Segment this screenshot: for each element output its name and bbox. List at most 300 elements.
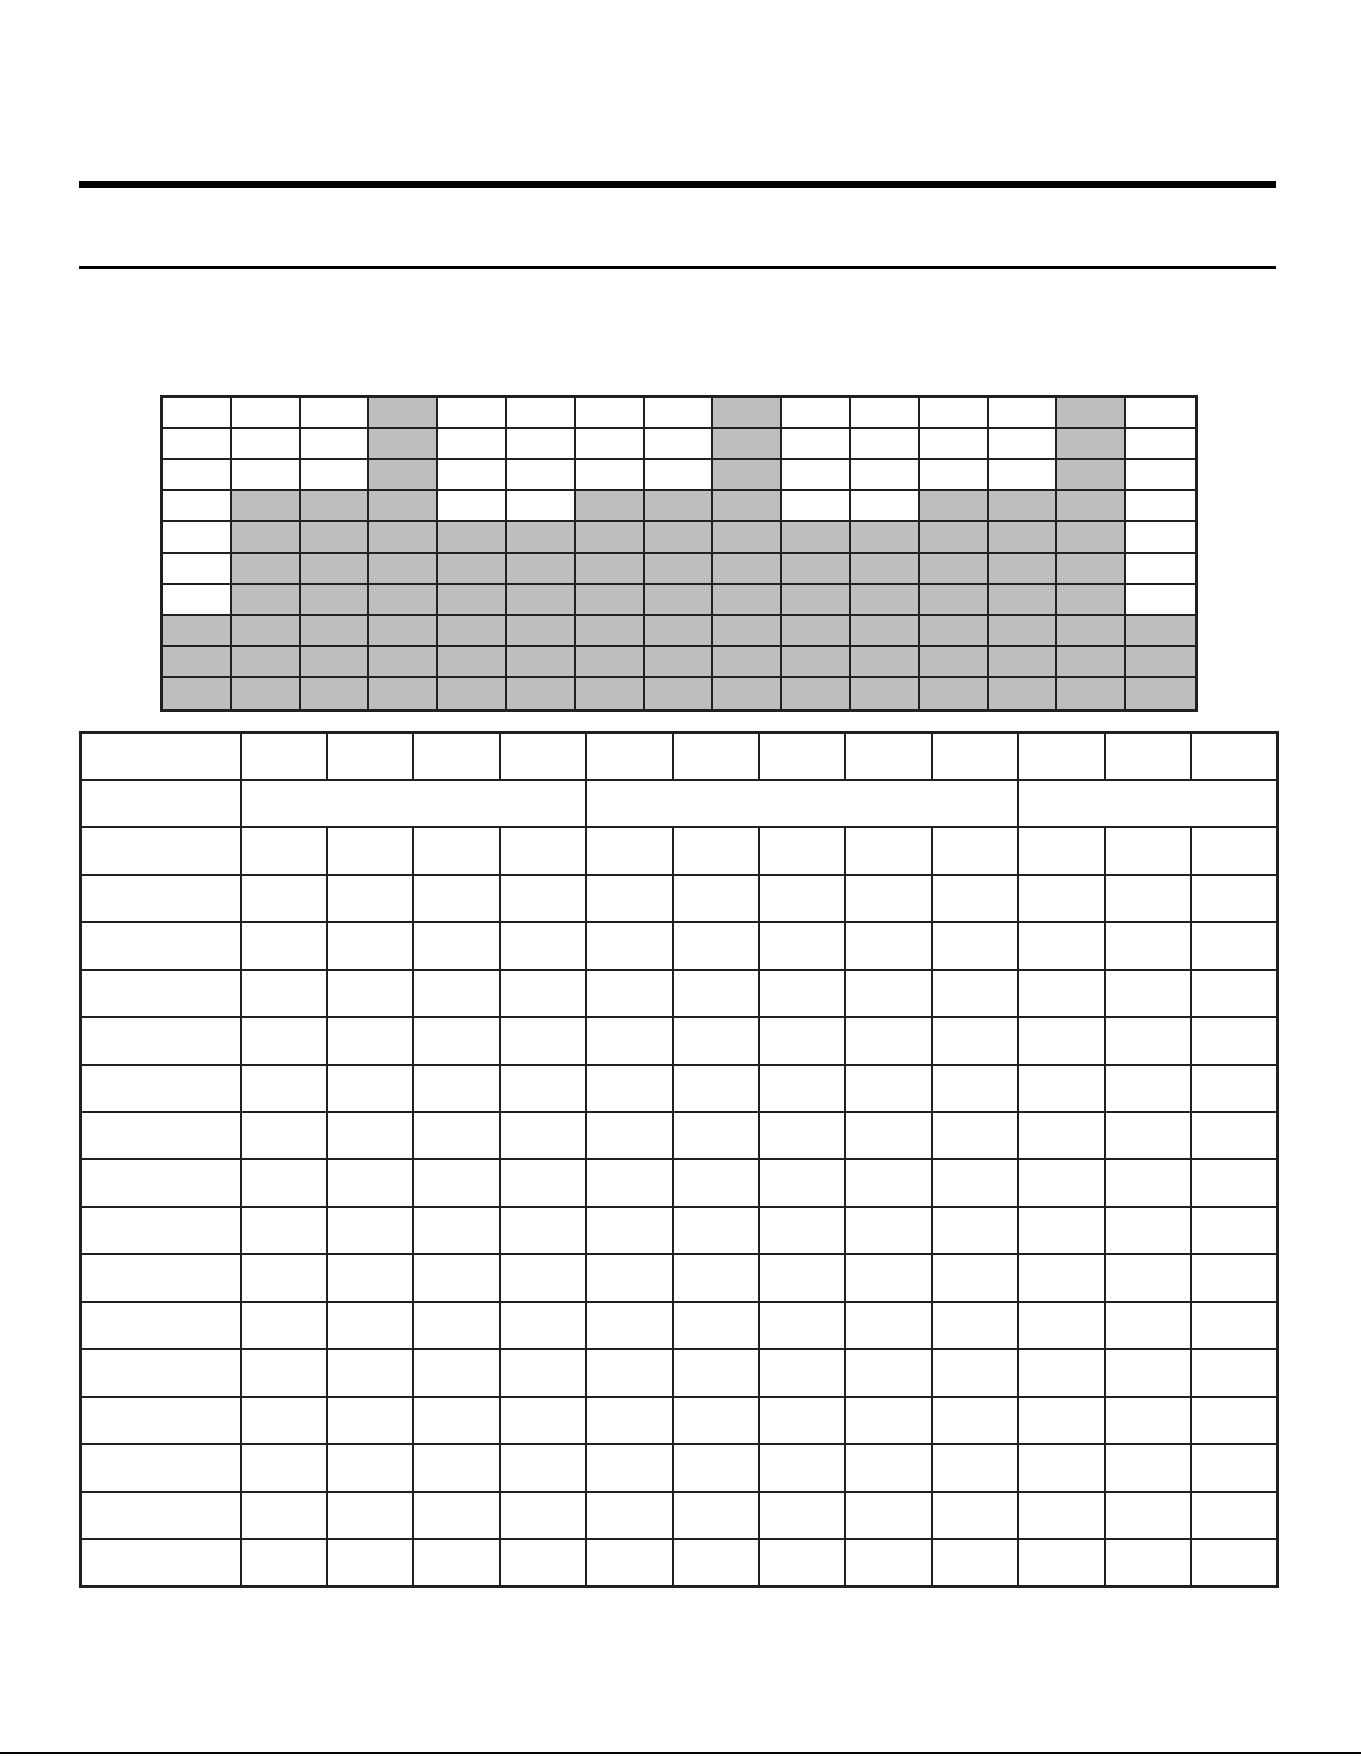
table-cell — [1018, 1539, 1104, 1586]
table-cell — [500, 1112, 586, 1159]
bar-segment — [507, 678, 576, 709]
table-cell — [327, 1492, 413, 1539]
table-row — [81, 1492, 1278, 1539]
header-cell — [1105, 733, 1191, 780]
table-cell — [586, 1159, 672, 1206]
row-label-cell — [81, 1492, 241, 1539]
table-cell — [500, 1017, 586, 1064]
bar-segment — [920, 585, 989, 616]
table-cell — [932, 1302, 1018, 1349]
bar-segment — [369, 398, 438, 429]
table-cell — [845, 875, 931, 922]
bar-segment — [782, 522, 851, 553]
table-cell — [759, 827, 845, 874]
table-row — [81, 1349, 1278, 1396]
table-cell — [1191, 827, 1277, 874]
group-cell — [241, 780, 587, 827]
table-cell — [673, 1254, 759, 1301]
bar-segment — [576, 554, 645, 585]
bar-segment — [1126, 678, 1195, 709]
bar-empty-cell — [989, 429, 1058, 460]
bar-segment — [920, 522, 989, 553]
bar-segment — [507, 522, 576, 553]
bar-segment — [301, 678, 370, 709]
bar-empty-cell — [1126, 460, 1195, 491]
table-cell — [1018, 1254, 1104, 1301]
table-cell — [500, 1302, 586, 1349]
row-label-cell — [81, 733, 241, 780]
table-row — [81, 922, 1278, 969]
bar-segment — [851, 616, 920, 647]
bar-segment — [438, 522, 507, 553]
bar-segment — [301, 522, 370, 553]
bar-segment — [782, 678, 851, 709]
table-cell — [327, 1302, 413, 1349]
bar-empty-cell — [920, 429, 989, 460]
table-cell — [241, 1254, 327, 1301]
table-cell — [327, 875, 413, 922]
bar-empty-cell — [989, 398, 1058, 429]
table-cell — [500, 875, 586, 922]
table-cell — [673, 1112, 759, 1159]
table-cell — [586, 1539, 672, 1586]
row-label-cell — [81, 875, 241, 922]
table-row — [81, 1065, 1278, 1112]
table-cell — [241, 827, 327, 874]
bar-segment — [989, 585, 1058, 616]
table-cell — [1191, 1492, 1277, 1539]
table-cell — [1191, 970, 1277, 1017]
table-cell — [759, 1492, 845, 1539]
table-cell — [1191, 1159, 1277, 1206]
table-cell — [241, 1397, 327, 1444]
table-cell — [1191, 1444, 1277, 1491]
table-cell — [759, 1302, 845, 1349]
table-cell — [413, 1539, 499, 1586]
table-row — [81, 1397, 1278, 1444]
bar-empty-cell — [163, 554, 232, 585]
table-cell — [500, 1159, 586, 1206]
bar-segment — [713, 647, 782, 678]
table-cell — [327, 1207, 413, 1254]
bar-segment — [851, 678, 920, 709]
table-cell — [1105, 1349, 1191, 1396]
header-cell — [241, 733, 327, 780]
bar-segment — [369, 522, 438, 553]
bar-segment — [438, 585, 507, 616]
bar-empty-cell — [232, 429, 301, 460]
table-cell — [1105, 1065, 1191, 1112]
bar-segment — [1126, 616, 1195, 647]
bar-empty-cell — [851, 460, 920, 491]
table-cell — [759, 1254, 845, 1301]
table-cell — [1105, 875, 1191, 922]
bar-segment — [1057, 585, 1126, 616]
bar-empty-cell — [851, 429, 920, 460]
table-cell — [413, 1349, 499, 1396]
bar-segment — [782, 616, 851, 647]
table-cell — [673, 1017, 759, 1064]
bar-empty-cell — [1126, 429, 1195, 460]
bar-segment — [713, 554, 782, 585]
bar-empty-cell — [989, 460, 1058, 491]
bar-segment — [507, 554, 576, 585]
table-cell — [759, 1112, 845, 1159]
bar-empty-cell — [851, 398, 920, 429]
table-row — [81, 1254, 1278, 1301]
bar-empty-cell — [851, 491, 920, 522]
bar-empty-cell — [232, 460, 301, 491]
bar-empty-cell — [301, 460, 370, 491]
table-cell — [327, 1254, 413, 1301]
table-cell — [845, 1112, 931, 1159]
table-cell — [413, 1444, 499, 1491]
table-cell — [1191, 1397, 1277, 1444]
bar-segment — [645, 616, 714, 647]
table-cell — [586, 1112, 672, 1159]
table-cell — [932, 1017, 1018, 1064]
table-cell — [1191, 1065, 1277, 1112]
bar-empty-cell — [576, 460, 645, 491]
table-cell — [1105, 922, 1191, 969]
table-cell — [1018, 1492, 1104, 1539]
table-cell — [327, 1159, 413, 1206]
bar-empty-cell — [438, 460, 507, 491]
bar-chart-grid — [160, 395, 1198, 712]
table-cell — [1018, 875, 1104, 922]
bar-segment — [989, 522, 1058, 553]
row-label-cell — [81, 1302, 241, 1349]
table-cell — [1018, 1207, 1104, 1254]
bar-segment — [163, 616, 232, 647]
table-cell — [845, 1017, 931, 1064]
bar-segment — [851, 585, 920, 616]
table-cell — [1018, 1302, 1104, 1349]
table-row — [81, 970, 1278, 1017]
table-cell — [932, 1349, 1018, 1396]
bar-segment — [301, 491, 370, 522]
table-cell — [759, 875, 845, 922]
table-cell — [327, 1444, 413, 1491]
table-cell — [845, 922, 931, 969]
row-label-cell — [81, 1207, 241, 1254]
table-cell — [932, 970, 1018, 1017]
bar-segment — [576, 616, 645, 647]
table-cell — [932, 1539, 1018, 1586]
table-cell — [241, 1444, 327, 1491]
header-cell — [673, 733, 759, 780]
table-cell — [759, 1539, 845, 1586]
header-cell — [586, 733, 672, 780]
table-cell — [1105, 1207, 1191, 1254]
bar-segment — [645, 678, 714, 709]
table-cell — [1018, 970, 1104, 1017]
bar-empty-cell — [507, 429, 576, 460]
table-cell — [586, 1302, 672, 1349]
bar-segment — [1057, 647, 1126, 678]
table-cell — [1105, 827, 1191, 874]
table-cell — [932, 1159, 1018, 1206]
bar-segment — [645, 554, 714, 585]
table-header-row — [81, 733, 1278, 780]
bar-empty-cell — [438, 429, 507, 460]
bar-empty-cell — [782, 460, 851, 491]
table-cell — [1191, 1254, 1277, 1301]
bar-segment — [163, 647, 232, 678]
table-cell — [500, 1207, 586, 1254]
table-cell — [673, 1302, 759, 1349]
table-row — [81, 1017, 1278, 1064]
table-cell — [673, 1065, 759, 1112]
row-label-cell — [81, 780, 241, 827]
bar-segment — [1057, 554, 1126, 585]
table-cell — [586, 922, 672, 969]
bar-segment — [507, 616, 576, 647]
table-cell — [500, 1349, 586, 1396]
bar-segment — [369, 678, 438, 709]
bar-empty-cell — [163, 522, 232, 553]
table-cell — [413, 1302, 499, 1349]
bar-segment — [1057, 678, 1126, 709]
bar-segment — [507, 647, 576, 678]
table-cell — [1018, 1065, 1104, 1112]
row-label-cell — [81, 827, 241, 874]
row-label-cell — [81, 1397, 241, 1444]
table-cell — [1105, 1159, 1191, 1206]
table-cell — [1191, 1349, 1277, 1396]
bar-empty-cell — [163, 429, 232, 460]
table-cell — [413, 922, 499, 969]
table-cell — [500, 1397, 586, 1444]
bar-segment — [576, 678, 645, 709]
bar-segment — [713, 585, 782, 616]
table-cell — [673, 827, 759, 874]
bar-empty-cell — [645, 398, 714, 429]
table-cell — [1018, 1017, 1104, 1064]
table-cell — [586, 1444, 672, 1491]
bar-segment — [576, 522, 645, 553]
table-cell — [241, 1159, 327, 1206]
table-cell — [586, 1065, 672, 1112]
group-cell — [586, 780, 1018, 827]
row-label-cell — [81, 1254, 241, 1301]
bar-empty-cell — [920, 460, 989, 491]
table-cell — [241, 1302, 327, 1349]
table-cell — [241, 1017, 327, 1064]
bar-empty-cell — [301, 429, 370, 460]
table-cell — [500, 1254, 586, 1301]
table-cell — [845, 1207, 931, 1254]
footer-rule — [0, 1752, 1361, 1754]
table-cell — [1018, 1159, 1104, 1206]
group-cell — [1018, 780, 1277, 827]
table-cell — [327, 1349, 413, 1396]
bar-segment — [369, 554, 438, 585]
bar-segment — [232, 554, 301, 585]
table-cell — [500, 970, 586, 1017]
table-cell — [932, 1207, 1018, 1254]
table-row — [81, 1444, 1278, 1491]
table-cell — [1018, 1397, 1104, 1444]
bar-segment — [438, 554, 507, 585]
bar-segment — [438, 678, 507, 709]
table-cell — [759, 970, 845, 1017]
table-cell — [241, 1349, 327, 1396]
table-cell — [845, 1302, 931, 1349]
table-cell — [932, 1254, 1018, 1301]
bar-segment — [301, 616, 370, 647]
bar-segment — [369, 585, 438, 616]
table-cell — [500, 1539, 586, 1586]
row-label-cell — [81, 1539, 241, 1586]
bar-segment — [232, 522, 301, 553]
table-row — [81, 1207, 1278, 1254]
table-cell — [1105, 1017, 1191, 1064]
bar-segment — [438, 616, 507, 647]
table-cell — [673, 1444, 759, 1491]
table-cell — [845, 827, 931, 874]
table-cell — [586, 970, 672, 1017]
bar-empty-cell — [1126, 491, 1195, 522]
table-cell — [413, 1492, 499, 1539]
table-cell — [673, 922, 759, 969]
table-cell — [759, 1159, 845, 1206]
table-cell — [500, 922, 586, 969]
table-cell — [413, 1017, 499, 1064]
table-cell — [1105, 1397, 1191, 1444]
table-cell — [845, 1397, 931, 1444]
bar-segment — [645, 491, 714, 522]
table-cell — [932, 1397, 1018, 1444]
table-cell — [1191, 875, 1277, 922]
header-cell — [759, 733, 845, 780]
bar-segment — [989, 491, 1058, 522]
bar-empty-cell — [782, 491, 851, 522]
bar-segment — [920, 647, 989, 678]
table-cell — [500, 1492, 586, 1539]
bar-segment — [920, 678, 989, 709]
table-cell — [1105, 970, 1191, 1017]
table-cell — [932, 827, 1018, 874]
bar-segment — [232, 616, 301, 647]
bar-segment — [713, 491, 782, 522]
table-cell — [327, 1017, 413, 1064]
bar-segment — [232, 647, 301, 678]
table-cell — [845, 1492, 931, 1539]
bar-empty-cell — [920, 398, 989, 429]
table-cell — [241, 1492, 327, 1539]
table-cell — [845, 1065, 931, 1112]
bar-segment — [301, 554, 370, 585]
table-cell — [327, 1397, 413, 1444]
table-cell — [586, 1492, 672, 1539]
bar-empty-cell — [782, 429, 851, 460]
bar-segment — [920, 616, 989, 647]
bar-segment — [301, 585, 370, 616]
table-cell — [845, 1539, 931, 1586]
bar-empty-cell — [645, 429, 714, 460]
table-cell — [327, 1539, 413, 1586]
bar-segment — [507, 585, 576, 616]
table-cell — [1191, 1017, 1277, 1064]
row-label-cell — [81, 1017, 241, 1064]
table-cell — [500, 1444, 586, 1491]
table-cell — [413, 970, 499, 1017]
table-row — [81, 1302, 1278, 1349]
table-cell — [586, 1207, 672, 1254]
table-cell — [413, 1159, 499, 1206]
bar-segment — [369, 460, 438, 491]
bar-empty-cell — [163, 460, 232, 491]
table-cell — [932, 1112, 1018, 1159]
bar-empty-cell — [232, 398, 301, 429]
bar-empty-cell — [507, 398, 576, 429]
bar-empty-cell — [163, 398, 232, 429]
table-row — [81, 1112, 1278, 1159]
header-cell — [327, 733, 413, 780]
table-cell — [413, 1207, 499, 1254]
table-cell — [1191, 922, 1277, 969]
table-cell — [413, 1065, 499, 1112]
bar-empty-cell — [782, 398, 851, 429]
table-cell — [1018, 827, 1104, 874]
bar-segment — [713, 678, 782, 709]
table-cell — [845, 1349, 931, 1396]
table-cell — [1105, 1492, 1191, 1539]
bar-segment — [369, 647, 438, 678]
table-cell — [586, 827, 672, 874]
table-cell — [327, 1065, 413, 1112]
table-cell — [1191, 1539, 1277, 1586]
table-cell — [241, 1539, 327, 1586]
header-cell — [845, 733, 931, 780]
table-cell — [759, 1444, 845, 1491]
bar-segment — [645, 647, 714, 678]
bar-segment — [576, 647, 645, 678]
bar-segment — [576, 491, 645, 522]
table-cell — [327, 922, 413, 969]
bar-segment — [1057, 616, 1126, 647]
table-cell — [1105, 1112, 1191, 1159]
table-cell — [845, 970, 931, 1017]
header-cell — [500, 733, 586, 780]
bar-segment — [989, 678, 1058, 709]
bar-empty-cell — [507, 460, 576, 491]
table-cell — [1105, 1254, 1191, 1301]
bar-segment — [989, 647, 1058, 678]
table-cell — [673, 1159, 759, 1206]
bar-segment — [851, 647, 920, 678]
bar-segment — [438, 647, 507, 678]
bar-empty-cell — [1126, 585, 1195, 616]
bar-segment — [645, 522, 714, 553]
table-cell — [1191, 1207, 1277, 1254]
table-cell — [500, 827, 586, 874]
bar-segment — [1057, 460, 1126, 491]
table-cell — [673, 1207, 759, 1254]
table-cell — [413, 1112, 499, 1159]
table-cell — [932, 1444, 1018, 1491]
bar-segment — [163, 678, 232, 709]
table-cell — [759, 1065, 845, 1112]
bar-empty-cell — [1126, 522, 1195, 553]
table-cell — [1191, 1302, 1277, 1349]
table-cell — [932, 875, 1018, 922]
header-cell — [1191, 733, 1277, 780]
table-cell — [327, 1112, 413, 1159]
bar-empty-cell — [576, 398, 645, 429]
bar-segment — [369, 616, 438, 647]
